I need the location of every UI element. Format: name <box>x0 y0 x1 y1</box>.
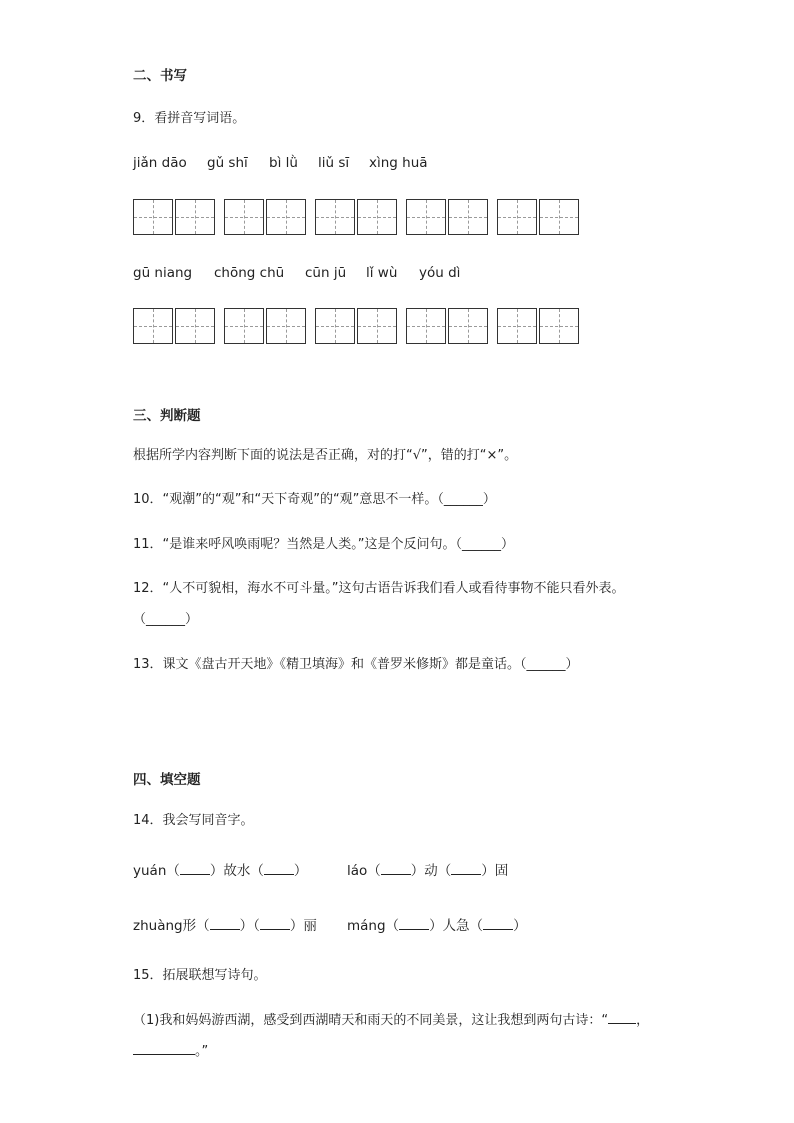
pinyin-9: lǐ wù <box>366 265 398 281</box>
pinyin-8: cūn jū <box>305 265 347 281</box>
writing-cell[interactable] <box>539 308 579 344</box>
pinyin-7: chōng chū <box>214 265 285 281</box>
answer-blank[interactable] <box>210 917 240 930</box>
writing-cell[interactable] <box>133 308 173 344</box>
answer-blank[interactable] <box>451 862 481 875</box>
answer-blank[interactable] <box>608 1011 636 1024</box>
answer-blank[interactable] <box>399 917 429 930</box>
writing-cell[interactable] <box>266 308 306 344</box>
writing-grid-row-1 <box>133 199 583 235</box>
writing-cell[interactable] <box>175 199 215 235</box>
writing-cell[interactable] <box>133 199 173 235</box>
question-9: 9．看拼音写词语。 <box>133 111 246 126</box>
question-12-line-1: 12．“人不可貌相，海水不可斗量。”这句古语告诉我们看人或看待事物不能只看外表。 <box>133 581 625 596</box>
pinyin-5: xìng huā <box>369 155 428 171</box>
writing-cell[interactable] <box>357 308 397 344</box>
writing-cell[interactable] <box>315 308 355 344</box>
answer-blank[interactable] <box>180 862 210 875</box>
pinyin-6: gū niang <box>133 265 193 281</box>
pinyin-row-2 <box>133 265 593 285</box>
writing-cell[interactable] <box>315 199 355 235</box>
pinyin-2: gǔ shī <box>207 155 248 171</box>
writing-grid-row-2 <box>133 308 583 344</box>
question-15-1-line-2: 。” <box>133 1040 208 1059</box>
writing-cell[interactable] <box>448 199 488 235</box>
question-15: 15．拓展联想写诗句。 <box>133 968 267 983</box>
writing-cell[interactable] <box>357 199 397 235</box>
writing-cell[interactable] <box>497 199 537 235</box>
homophone-item-3: zhuàng形（ ）（ ）丽 <box>133 918 317 934</box>
judgement-instruction: 根据所学内容判断下面的说法是否正确，对的打“√”，错的打“×”。 <box>133 448 518 463</box>
pinyin-3: bì lǜ <box>269 155 298 171</box>
pinyin-row-1 <box>133 155 593 175</box>
question-13: 13．课文《盘古开天地》《精卫填海》和《普罗米修斯》都是童话。（______） <box>133 657 579 672</box>
question-15-1-line-1: （1)我和妈妈游西湖，感受到西湖晴天和雨天的不同美景，这让我想到两句古诗：“ ， <box>133 1013 650 1028</box>
pinyin-10: yóu dì <box>419 265 461 281</box>
answer-blank[interactable] <box>260 917 290 930</box>
answer-blank[interactable] <box>264 862 294 875</box>
writing-cell[interactable] <box>539 199 579 235</box>
writing-cell[interactable] <box>224 308 264 344</box>
question-10: 10．“观潮”的“观”和“天下奇观”的“观”意思不一样。（______） <box>133 492 496 507</box>
homophone-item-1: yuán（ ）故水（ ） <box>133 863 308 879</box>
answer-blank[interactable] <box>133 1042 195 1055</box>
writing-cell[interactable] <box>406 199 446 235</box>
question-12-line-2: （______） <box>133 612 199 627</box>
homophone-item-4: máng（ ）人急（ ） <box>347 918 527 934</box>
question-11: 11．“是谁来呼风唤雨呢？当然是人类。”这是个反问句。（______） <box>133 537 515 552</box>
pinyin-4: liǔ sī <box>318 155 350 171</box>
writing-cell[interactable] <box>497 308 537 344</box>
homophone-item-2: láo（ ）动（ ）固 <box>347 863 509 879</box>
writing-cell[interactable] <box>266 199 306 235</box>
pinyin-1: jiǎn dāo <box>133 155 187 171</box>
writing-cell[interactable] <box>224 199 264 235</box>
writing-cell[interactable] <box>175 308 215 344</box>
writing-cell[interactable] <box>406 308 446 344</box>
section-heading-fill-in: 四、填空题 <box>133 772 201 788</box>
answer-blank[interactable] <box>483 917 513 930</box>
section-heading-writing: 二、书写 <box>133 68 187 84</box>
section-heading-judgement: 三、判断题 <box>133 408 201 424</box>
writing-cell[interactable] <box>448 308 488 344</box>
answer-blank[interactable] <box>381 862 411 875</box>
question-14: 14．我会写同音字。 <box>133 813 254 828</box>
